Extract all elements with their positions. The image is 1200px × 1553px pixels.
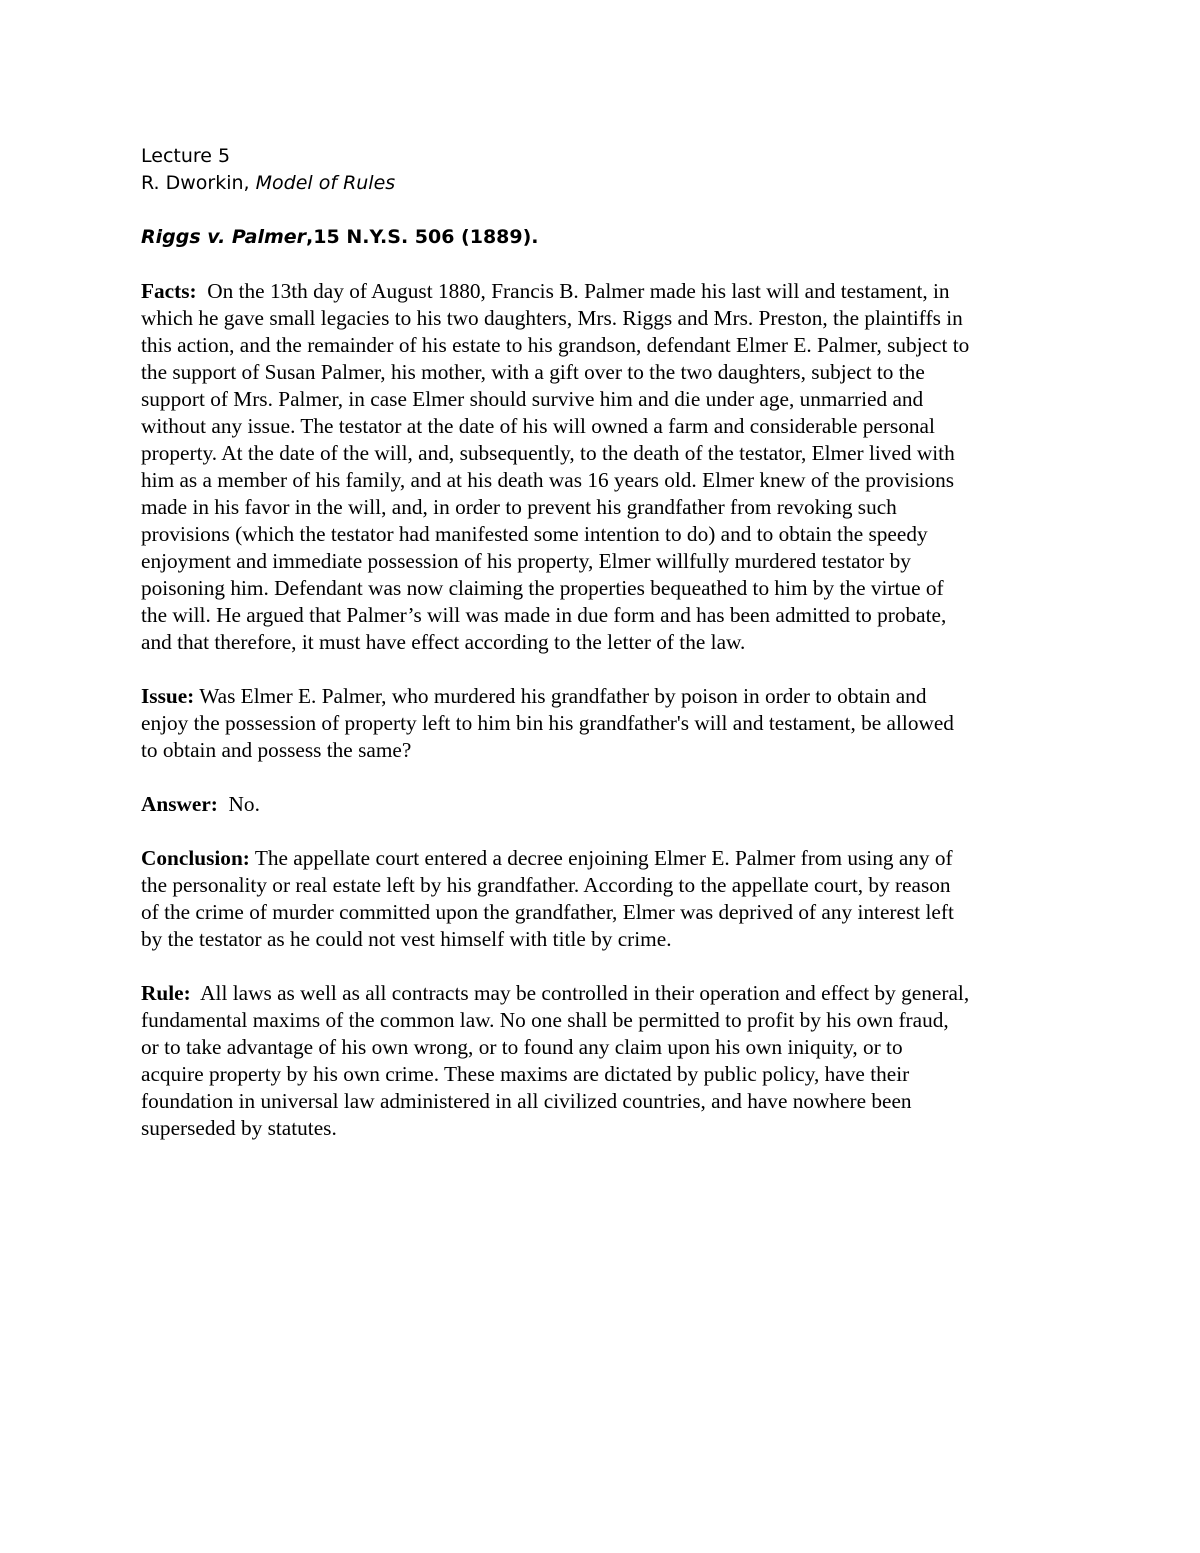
issue-line: to obtain and possess the same? [141,738,412,762]
answer-label: Answer: [141,792,218,816]
spacer [141,656,1071,683]
rule-section [141,980,1071,1142]
facts-line: this action, and the remainder of his estate to his grandson, defendant Elmer E. Palmer, subject to [141,333,970,357]
spacer [141,197,1071,224]
answer-line [141,791,1071,818]
rule-line: fundamental maxims of the common law. No one shall be permitted to profit by his own fraud, [141,1008,949,1032]
spacer [141,953,1071,980]
lecture-heading [141,143,1071,170]
rule-text: All laws as well as all contracts may be controlled in their operation and effect by general, [200,981,970,1005]
facts-label: Facts: [141,279,197,303]
rule-line [141,980,1071,1007]
conclusion-section [141,845,1071,953]
facts-line: him as a member of his family, and at his death was 16 years old. Elmer knew of the provisions [141,468,955,492]
facts-line: and that therefore, it must have effect according to the letter of the law. [141,630,746,654]
issue-label: Issue: [141,684,195,708]
document-page [141,143,1071,1142]
facts-section [141,278,1071,656]
rule-line: or to take advantage of his own wrong, or to found any claim upon his own iniquity, or to [141,1035,903,1059]
answer-text: No. [228,792,260,816]
conclusion-line [141,845,1071,872]
issue-section [141,683,1071,764]
spacer [141,818,1071,845]
lecture-number: Lecture 5 [141,145,231,167]
facts-line [141,278,1071,305]
rule-line: foundation in universal law administered in all civilized countries, and have nowhere been [141,1089,912,1113]
issue-text: Was Elmer E. Palmer, who murdered his grandfather by poison in order to obtain and [199,684,927,708]
case-citation: ,15 N.Y.S. 506 (1889). [306,226,539,248]
spacer [141,251,1071,278]
conclusion-line: of the crime of murder committed upon the grandfather, Elmer was deprived of any interest left [141,900,954,924]
facts-line: the support of Susan Palmer, his mother, with a gift over to the two daughters, subject to the [141,360,925,384]
facts-line: poisoning him. Defendant was now claiming the properties bequeathed to him by the virtue of [141,576,944,600]
facts-line: which he gave small legacies to his two daughters, Mrs. Riggs and Mrs. Preston, the plaintiffs in [141,306,963,330]
facts-line: made in his favor in the will, and, in order to prevent his grandfather from revoking such [141,495,897,519]
case-heading [141,224,1071,251]
answer-section [141,791,1071,818]
case-name: Riggs v. Palmer [141,226,307,248]
author-line [141,170,1071,197]
conclusion-line: by the testator as he could not vest himself with title by crime. [141,927,672,951]
rule-label: Rule: [141,981,191,1005]
facts-line: the will. He argued that Palmer’s will was made in due form and has been admitted to probate, [141,603,947,627]
conclusion-label: Conclusion: [141,846,250,870]
conclusion-line: the personality or real estate left by his grandfather. According to the appellate court, by reason [141,873,951,897]
facts-line: property. At the date of the will, and, subsequently, to the death of the testator, Elmer lived with [141,441,955,465]
conclusion-text: The appellate court entered a decree enjoining Elmer E. Palmer from using any of [254,846,953,870]
work-title: Model of Rules [255,172,396,194]
issue-line: enjoy the possession of property left to him bin his grandfather's will and testament, be allowed [141,711,954,735]
rule-line: acquire property by his own crime. These maxims are dictated by public policy, have their [141,1062,910,1086]
facts-line: enjoyment and immediate possession of his property, Elmer willfully murdered testator by [141,549,911,573]
facts-line: without any issue. The testator at the date of his will owned a farm and considerable personal [141,414,935,438]
spacer [141,764,1071,791]
rule-line: superseded by statutes. [141,1116,337,1140]
issue-line [141,683,1071,710]
facts-line: provisions (which the testator had manifested some intention to do) and to obtain the speedy [141,522,928,546]
facts-text: On the 13th day of August 1880, Francis B. Palmer made his last will and testament, in [207,279,950,303]
facts-line: support of Mrs. Palmer, in case Elmer should survive him and die under age, unmarried and [141,387,924,411]
author-name: R. Dworkin, [141,172,250,194]
